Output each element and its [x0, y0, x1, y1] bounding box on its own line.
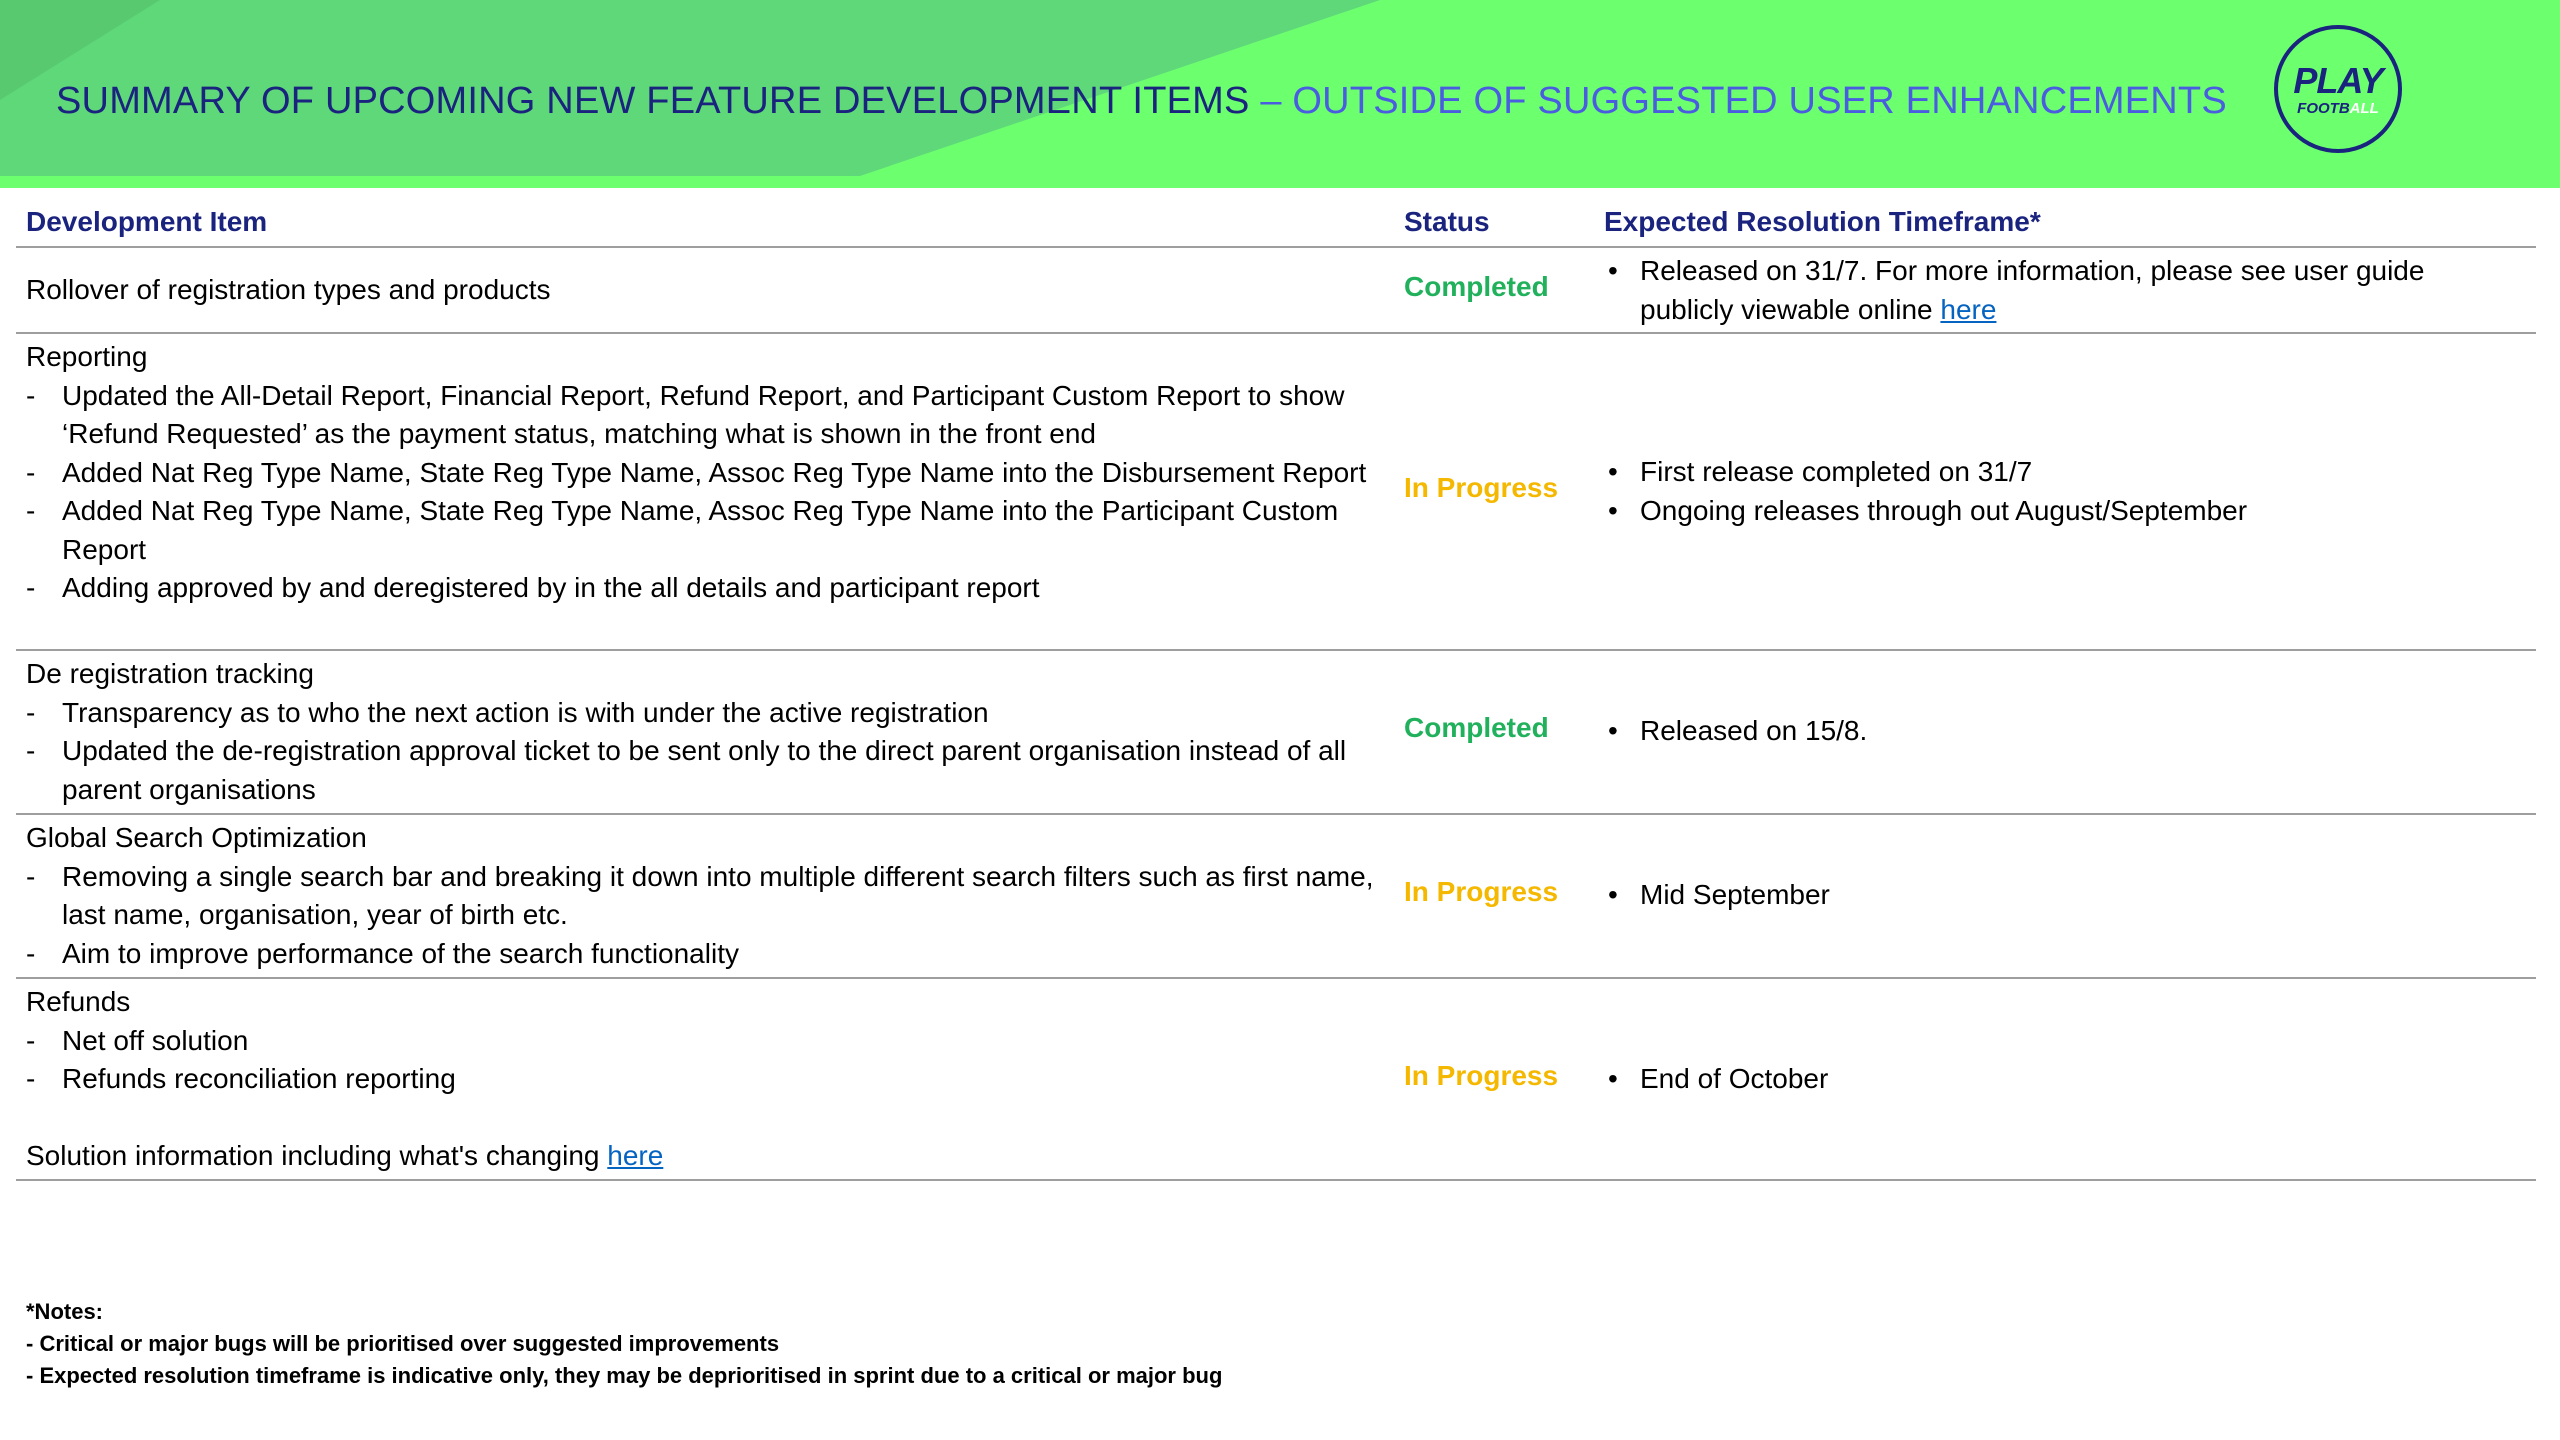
logo-text-play: PLAY: [2293, 60, 2383, 101]
timeframe-bullet: • Mid September: [1608, 879, 1830, 910]
solution-info-text: Solution information including what's changing here: [26, 1140, 664, 1171]
list-item: - Added Nat Reg Type Name, State Reg Type Name, Assoc Reg Type Name into the Disbursement Report: [26, 456, 1367, 488]
row-title: Refunds: [26, 986, 131, 1017]
list-item: - Net off solution: [26, 1024, 249, 1056]
timeframe-cell: [1604, 252, 2534, 329]
notes-heading: *Notes:: [26, 1299, 104, 1324]
row-title: De registration tracking: [26, 658, 314, 689]
note-item: - Expected resolution timeframe is indicative only, they may be deprioritised in sprint due to a critical or major bug: [26, 1363, 1223, 1388]
timeframe-bullet: • Ongoing releases through out August/September: [1608, 494, 2248, 526]
status-badge: In Progress: [1404, 1060, 1559, 1091]
table-row-reporting: [16, 334, 2536, 651]
play-football-logo: [2274, 25, 2402, 153]
table-row-deregistration: [16, 651, 2536, 815]
timeframe-cell: [1604, 712, 2534, 751]
table-row-rollover: [16, 248, 2536, 334]
page-title: [56, 80, 2227, 123]
row-title: Rollover of registration types and products: [26, 274, 551, 305]
page-title-sub: – OUTSIDE OF SUGGESTED USER ENHANCEMENTS: [1249, 80, 2227, 122]
row-title: Reporting: [26, 341, 148, 372]
timeframe-bullet: • End of October: [1608, 1063, 1829, 1094]
timeframe-cell: [1604, 876, 2534, 915]
timeframe-bullet: • Released on 31/7. For more information, please see user guide publicly viewable online here: [1608, 255, 2425, 325]
logo-text-football: FOOTBALL: [2297, 100, 2379, 117]
timeframe-bullet: • First release completed on 31/7: [1608, 456, 2033, 487]
list-item: - Added Nat Reg Type Name, State Reg Type Name, Assoc Reg Type Name into the Participant Custom Report: [26, 495, 1339, 565]
user-guide-link[interactable]: here: [1940, 293, 1997, 325]
list-item: - Updated the de-registration approval ticket to be sent only to the direct parent organisation instead of all parent organisations: [26, 735, 1347, 805]
status-badge: In Progress: [1404, 876, 1559, 907]
status-badge: In Progress: [1404, 472, 1559, 503]
row-content: [26, 338, 1386, 608]
list-item: - Updated the All-Detail Report, Financial Report, Refund Report, and Participant Custom Report to show ‘Refund Requested’ as the payment status, matching what is shown in the front end: [26, 379, 1345, 449]
list-item: - Removing a single search bar and breaking it down into multiple different search filters such as first name, last name, organisation, year of birth etc.: [26, 860, 1374, 930]
header-timeframe: Expected Resolution Timeframe*: [1604, 206, 2041, 237]
row-content: [26, 819, 1386, 973]
page-title-main: SUMMARY OF UPCOMING NEW FEATURE DEVELOPMENT ITEMS: [56, 80, 1250, 122]
timeframe-cell: [1604, 1060, 2534, 1099]
table-row-global-search: [16, 815, 2536, 979]
notes-section: [26, 1296, 1222, 1392]
status-badge: Completed: [1404, 712, 1549, 743]
solution-info-link[interactable]: here: [607, 1140, 664, 1171]
header-development-item: Development Item: [26, 206, 268, 237]
list-item: - Aim to improve performance of the search functionality: [26, 937, 739, 969]
timeframe-cell: [1604, 453, 2534, 530]
status-badge: Completed: [1404, 271, 1549, 302]
header-banner: [0, 0, 2560, 188]
note-item: - Critical or major bugs will be prioritised over suggested improvements: [26, 1331, 780, 1356]
row-title: Global Search Optimization: [26, 822, 367, 853]
table-header: [16, 196, 2536, 248]
list-item: - Transparency as to who the next action is with under the active registration: [26, 696, 989, 728]
list-item: - Refunds reconciliation reporting: [26, 1063, 456, 1094]
timeframe-bullet: • Released on 15/8.: [1608, 715, 1868, 746]
row-content: [26, 655, 1386, 809]
row-content: [26, 983, 1386, 1176]
development-items-table: [16, 196, 2536, 1181]
list-item: - Adding approved by and deregistered by in the all details and participant report: [26, 572, 1040, 603]
table-row-refunds: [16, 979, 2536, 1181]
header-status: Status: [1404, 206, 1490, 237]
